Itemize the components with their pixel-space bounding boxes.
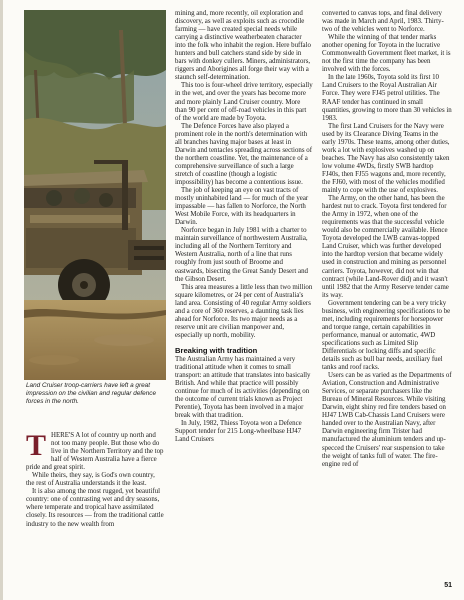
paragraph: The Army, on the other hand, has been the hardest nut to crack. Toyota first tendered for the Army in 1972, when one of the requirements was that the successful vehicle would also be commercially available. Hence Toyota developed the LWB canvas-topped Land Cruiser, which was further developed into the hardtop version that became widely used in construction and mining as personnel carriers. Toyota, however, did not win that contract (while Land-Rover did) and it wasn't until 1982 that the Army Reserve tender came its way. xyxy=(322,195,449,299)
page-number: 51 xyxy=(444,582,452,589)
paragraph: The first Land Cruisers for the Navy were used by its Clearance Diving Teams in the early 1970s. These teams, among other duties, work a lot with explosives washed up on beaches. The Navy has also consistently taken low volume 4WDs, firstly SWB hardtop FJ40s, then FJ55 wagons and, more recently, the FJ60, with most of the vehicles modified mainly to cope with the use of explosives. xyxy=(322,122,450,195)
paragraph: Norforce began in July 1981 with a charter to maintain surveillance of northwestern Australia, including all of the Northern Territory and Western Australia, north of a line that runs roughly from just south of Broome and eastwards, bisecting the Great Sandy Desert and the Gibson Desert. xyxy=(175,227,308,283)
paragraph: converted to canvas tops, and final delivery was made in March and April, 1983. Thirty-two of the vehicles went to Norforce. xyxy=(322,10,444,34)
paragraph: This too is four-wheel drive territory, especially in the wet, and over the years has become more and more plainly Land Cruiser country. More than 90 per cent of off-road vehicles in this part of the world are made by Toyota. xyxy=(175,82,313,122)
paragraph: mining and, more recently, oil exploration and discovery, as well as exploits such as crocodile farming — have created special needs while carrying a distinctive weatherbeaten character into the folk who inhabit the region. Here buffalo hunters and bull catchers stand side by side in bars with donkey cullers. Miners, administrators, riggers and Aborigines all forge their way with a staunch self-determination. xyxy=(175,10,311,82)
paragraph: This area measures a little less than two million square kilometres, or 24 per cent of Australia's land area. Consisting of 40 regular Army soldiers and a core of 360 reserves, a daunting task lies ahead for Norforce. Its two major needs as a reserve unit are civilian manpower and, especially up north, mobility. xyxy=(175,283,313,339)
paragraph: In July, 1982, Thiess Toyota won a Defence Support tender for 215 Long-wheelbase HJ47 Land Cruisers xyxy=(175,420,302,444)
page-spine-shadow xyxy=(0,0,3,600)
paragraph: While the winning of that tender marks another opening for Toyota in the lucrative Commonwealth Government fleet market, it is not the first time the company has been involved with the forces. xyxy=(322,34,451,74)
paragraph: The job of keeping an eye on vast tracts of mostly uninhabited land — for much of the year impassable — has fallen to Norforce, the North West Mobile Force, with its headquarters in Darwin. xyxy=(175,187,309,227)
paragraph: While theirs, they say, is God's own country, the rest of Australia understands it the least. xyxy=(26,472,155,488)
article-column-1 xyxy=(26,429,164,529)
photo-caption: Land Cruiser troop-carriers have left a great impression on the civilian and regular defence forces in the north. xyxy=(26,382,157,405)
article-column-2 xyxy=(175,10,313,444)
paragraph: Users can be as varied as the Departments of Aviation, Construction and Administrative Services, or separate purchasers like the Bureau of Mineral Resources. While visiting Darwin, eight shiny red fire tenders based on HJ47 LWB Cab-Chassis Land Cruisers were handed over to the Australian Navy, after Darwin engineering firm Trister had manufactured the aluminium tenders and up-specced the Cruisers' rear suspension to take the weight of tanks full of water. The fire-engine red of xyxy=(322,372,452,468)
drop-cap: T xyxy=(26,429,47,462)
land-cruiser-photo xyxy=(24,10,166,380)
paragraph: It is also among the most rugged, yet beautiful country: one of contrasting wet and dry seasons, where temperate and tropical have assimilated closely. Its resources — from the traditional cattle industry to the new wealth from xyxy=(26,488,164,528)
paragraph: The Defence Forces have also played a prominent role in the north's determination with all branches having major bases at least in Darwin and tentacles spreading across sections of the northern coastline. Yet, the maintenance of a comprehensive surveillance of such a large stretch of coastline (though a logistic impossibility) has become a contentious issue. xyxy=(175,122,313,186)
paragraph: Government tendering can be a very tricky business, with engineering specifications to be met, including requirements for horsepower and torque range, certain capabilities in performance, manual or automatic, 4WD specifications such as Limited Slip Differentials or locking diffs and specific details such as bull bar needs, auxiliary fuel tanks and roof racks. xyxy=(322,299,451,372)
paragraph: In the late 1960s, Toyota sold its first 10 Land Cruisers to the Royal Australian Air Force. They were FJ45 petrol utilities. The RAAF tender has continued in small quantities, growing to more than 30 vehicles in 1983. xyxy=(322,74,452,122)
article-column-3 xyxy=(322,10,452,469)
paragraph: The Australian Army has maintained a very traditional attitude when it comes to small transport: an attitude that translates into basically British. And while that practice will possibly continue for much of its activities (depending on the outcome of current trials known as Project Perentie), Toyota has been involved in a major break with that tradition. xyxy=(175,355,311,420)
section-heading: Breaking with tradition xyxy=(175,345,258,355)
lead-paragraph: T HERE'S A lot of country up north and not too many people. But those who do live in the Northern Territory and the top half of Western Australia have a fierce pride and great spirit. xyxy=(26,429,164,472)
